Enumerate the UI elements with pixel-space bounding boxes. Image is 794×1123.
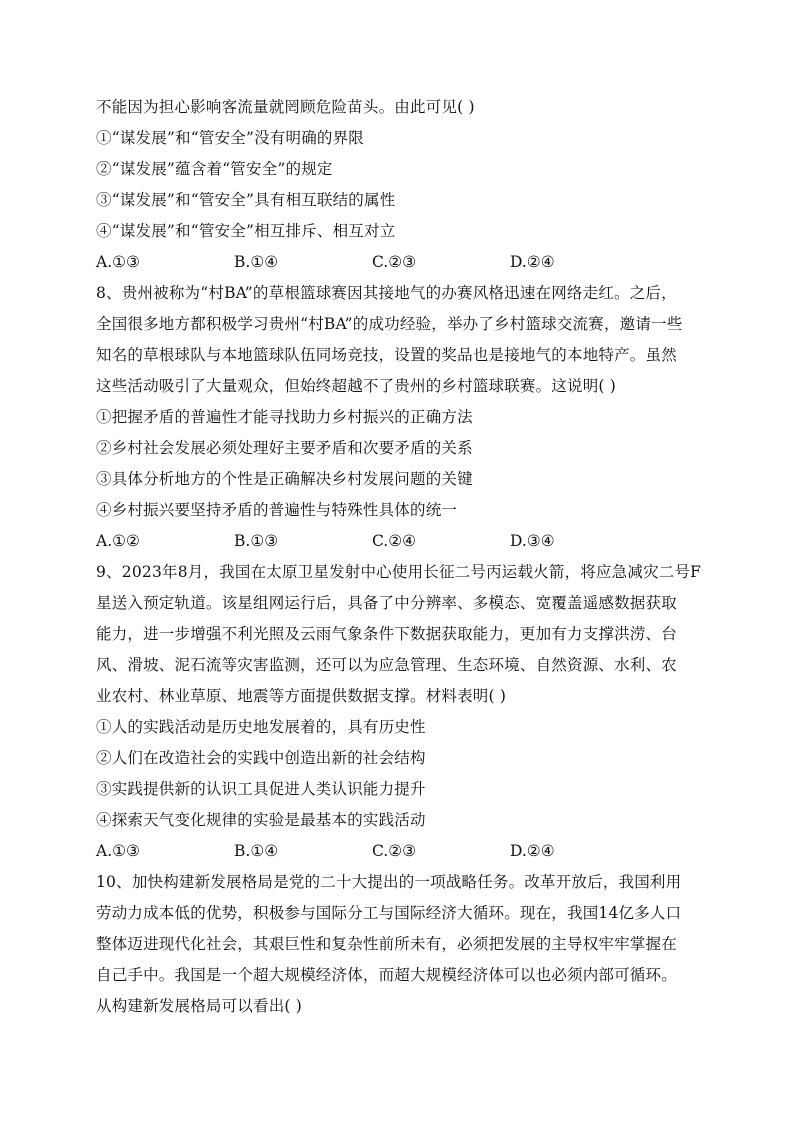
question-7-option-d: D.②④ — [510, 253, 555, 271]
question-9-stem-line: 能力，进一步增强不利光照及云雨气象条件下数据获取能力，更加有力支撑洪涝、台 — [96, 625, 677, 643]
question-8-option-c: C.②④ — [372, 532, 417, 550]
question-9-option-d: D.②④ — [510, 842, 555, 860]
question-8-stem-line: 全国很多地方都积极学习贵州“村BA”的成功经验，举办了乡村篮球交流赛，邀请一些 — [96, 315, 683, 333]
question-7-statement-1: ①“谋发展”和“管安全”没有明确的界限 — [96, 129, 364, 147]
question-7-options — [96, 247, 706, 278]
question-8-stem-line: 这些活动吸引了大量观众，但始终超越不了贵州的乡村篮球联赛。这说明( ) — [96, 377, 617, 395]
question-8-stem-line: 8、贵州被称为“村BA”的草根篮球赛因其接地气的办赛风格迅速在网络走红。之后， — [96, 284, 677, 302]
question-7-statement-4: ④“谋发展”和“管安全”相互排斥、相互对立 — [96, 222, 396, 240]
question-8-statement-2: ②乡村社会发展必须处理好主要矛盾和次要矛盾的关系 — [96, 439, 473, 457]
question-7-stem-line: 不能因为担心影响客流量就罔顾危险苗头。由此可见( ) — [96, 98, 475, 116]
question-8 — [96, 278, 706, 557]
question-9-statement-3: ③实践提供新的认识工具促进人类认识能力提升 — [96, 780, 426, 798]
question-8-statement-1: ①把握矛盾的普遍性才能寻找助力乡村振兴的正确方法 — [96, 408, 473, 426]
question-10-stem-line: 从构建新发展格局可以看出( ) — [96, 997, 303, 1015]
question-10-stem-line: 10、加快构建新发展格局是党的二十大提出的一项战略任务。改革开放后，我国利用 — [96, 873, 682, 891]
question-9-statement-1: ①人的实践活动是历史地发展着的，具有历史性 — [96, 718, 426, 736]
question-7-statement-2: ②“谋发展”蕴含着“管安全”的规定 — [96, 160, 333, 178]
question-9-stem-line: 9、2023年8月，我国在太原卫星发射中心使用长征二号丙运载火箭，将应急减灾二号F — [96, 563, 702, 581]
question-7-statement-3: ③“谋发展”和“管安全”具有相互联结的属性 — [96, 191, 396, 209]
question-9-option-b: B.①④ — [234, 842, 279, 860]
question-7 — [96, 92, 706, 278]
question-7-option-b: B.①④ — [234, 253, 279, 271]
question-8-option-b: B.①③ — [234, 532, 279, 550]
question-9-option-c: C.②③ — [372, 842, 417, 860]
question-9-statement-2: ②人们在改造社会的实践中创造出新的社会结构 — [96, 749, 426, 767]
question-9 — [96, 557, 706, 867]
question-8-option-a: A.①② — [96, 532, 140, 550]
question-8-options — [96, 526, 706, 557]
question-8-stem-line: 知名的草根球队与本地篮球队伍同场竞技，设置的奖品也是接地气的本地特产。虽然 — [96, 346, 677, 364]
question-8-statement-4: ④乡村振兴要坚持矛盾的普遍性与特殊性具体的统一 — [96, 501, 458, 519]
question-9-stem-line: 星送入预定轨道。该星组网运行后，具备了中分辨率、多模态、宽覆盖遥感数据获取 — [96, 594, 677, 612]
question-8-statement-3: ③具体分析地方的个性是正确解决乡村发展问题的关键 — [96, 470, 473, 488]
question-7-option-a: A.①③ — [96, 253, 140, 271]
question-9-stem-line: 业农村、林业草原、地震等方面提供数据支撑。材料表明( ) — [96, 687, 507, 705]
question-9-statement-4: ④探索天气变化规律的实验是最基本的实践活动 — [96, 811, 426, 829]
question-8-option-d: D.③④ — [510, 532, 555, 550]
question-10-stem-line: 劳动力成本低的优势，积极参与国际分工与国际经济大循环。现在，我国14亿多人口 — [96, 904, 682, 922]
question-9-options — [96, 836, 706, 867]
question-7-option-c: C.②③ — [372, 253, 417, 271]
question-9-option-a: A.①③ — [96, 842, 140, 860]
exam-page — [96, 92, 706, 1022]
question-10 — [96, 867, 706, 1022]
question-10-stem-line: 自己手中。我国是一个超大规模经济体，而超大规模经济体可以也必须内部可循环。 — [96, 966, 677, 984]
question-9-stem-line: 风、滑坡、泥石流等灾害监测，还可以为应急管理、生态环境、自然资源、水利、农 — [96, 656, 677, 674]
question-10-stem-line: 整体迈进现代化社会，其艰巨性和复杂性前所未有，必须把发展的主导权牢牢掌握在 — [96, 935, 677, 953]
